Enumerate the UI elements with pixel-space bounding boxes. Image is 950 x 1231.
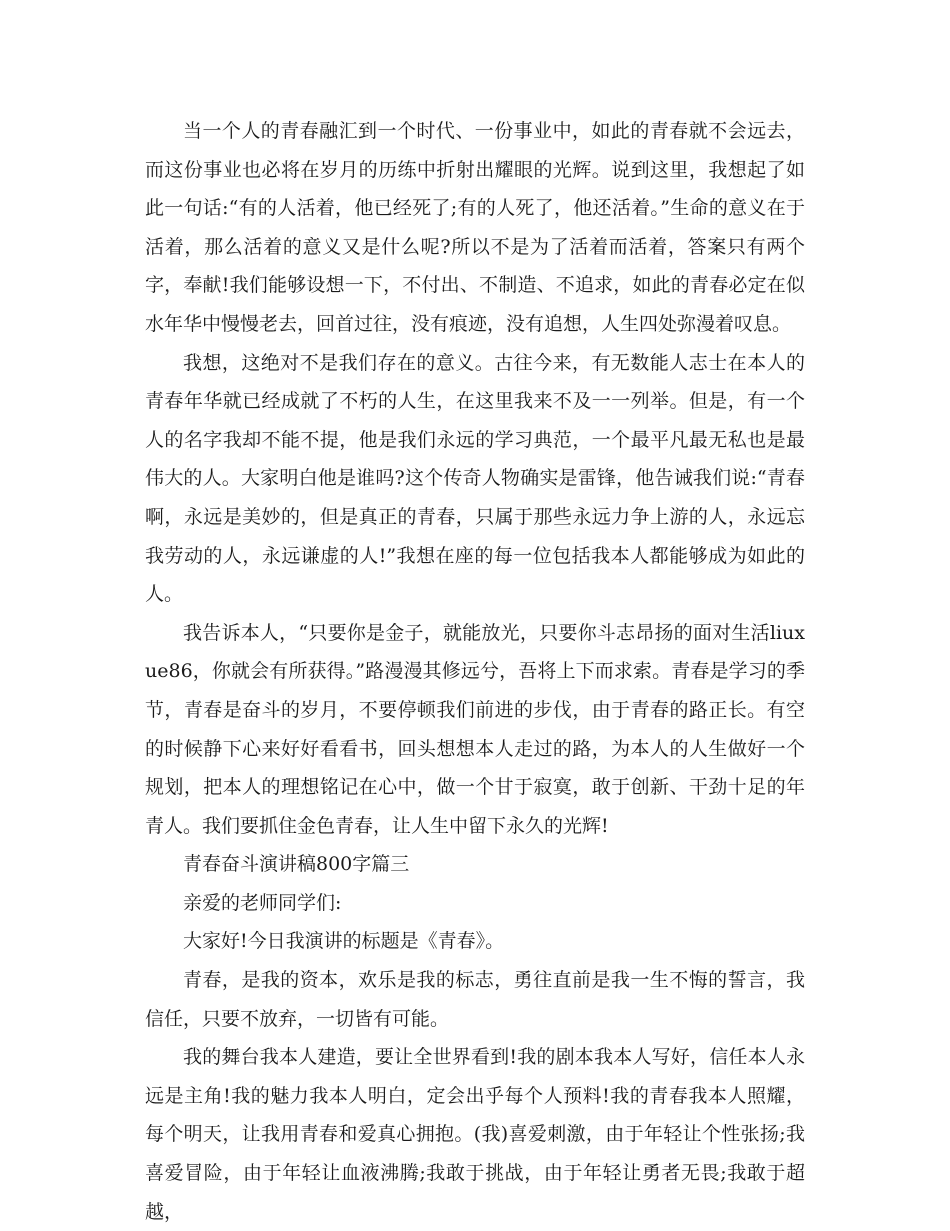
body-paragraph-1: 当一个人的青春融汇到一个时代、一份事业中，如此的青春就不会远去，而这份事业也必将在岁月的历练中折射出耀眼的光辉。说到这里，我想起了如此一句话:“有的人活着，他已经死了;有的人死了，他还活着。”生命的意义在于活着，那么活着的意义又是什么呢?所以不是为了活着而活着，答案只有两个字，奉献!我们能够设想一下，不付出、不制造、不追求，如此的青春必定在似水年华中慢慢老去，回首过往，没有痕迹，没有追想，人生四处弥漫着叹息。 [145, 120, 805, 335]
document-page [145, 112, 805, 1231]
body-paragraph-4: 青春，是我的资本，欢乐是我的标志，勇往直前是我一生不悔的誓言，我信任，只要不放弃，一切皆有可能。 [145, 969, 805, 1030]
salutation: 亲爱的老师同学们: [183, 891, 342, 914]
section-heading: 青春奋斗演讲稿800字篇三 [183, 853, 410, 876]
body-paragraph-5: 我的舞台我本人建造，要让全世界看到!我的剧本我本人写好，信任本人永远是主角!我的魅力我本人明白，定会出乎每个人预料!我的青春我本人照耀，每个明天，让我用青春和爱真心拥抱。(我)喜爱刺激，由于年轻让个性张扬;我喜爱冒险，由于年轻让血液沸腾;我敢于挑战，由于年轻让勇者无畏;我敢于超越， [145, 1046, 805, 1223]
body-paragraph-3: 我告诉本人，“只要你是金子，就能放光，只要你斗志昂扬的面对生活liuxue86，你就会有所获得。”路漫漫其修远兮，吾将上下而求索。青春是学习的季节，青春是奋斗的岁月，不要停顿我们前进的步伐，由于青春的路正长。有空的时候静下心来好好看看书，回头想想本人走过的路，为本人的人生做好一个规划，把本人的理想铭记在心中，做一个甘于寂寞，敢于创新、干劲十足的年青人。我们要抓住金色青春，让人生中留下永久的光辉! [145, 621, 805, 837]
body-paragraph-2: 我想，这绝对不是我们存在的意义。古往今来，有无数能人志士在本人的青春年华就已经成就了不朽的人生，在这里我来不及一一列举。但是，有一个人的名字我却不能不提，他是我们永远的学习典范，一个最平凡最无私也是最伟大的人。大家明白他是谁吗?这个传奇人物确实是雷锋，他告诫我们说:“青春啊，永远是美妙的，但是真正的青春，只属于那些永远力争上游的人，永远忘我劳动的人，永远谦虚的人!”我想在座的每一位包括我本人都能够成为如此的人。 [145, 351, 805, 606]
greeting: 大家好!今日我演讲的标题是《青春》。 [183, 930, 505, 953]
